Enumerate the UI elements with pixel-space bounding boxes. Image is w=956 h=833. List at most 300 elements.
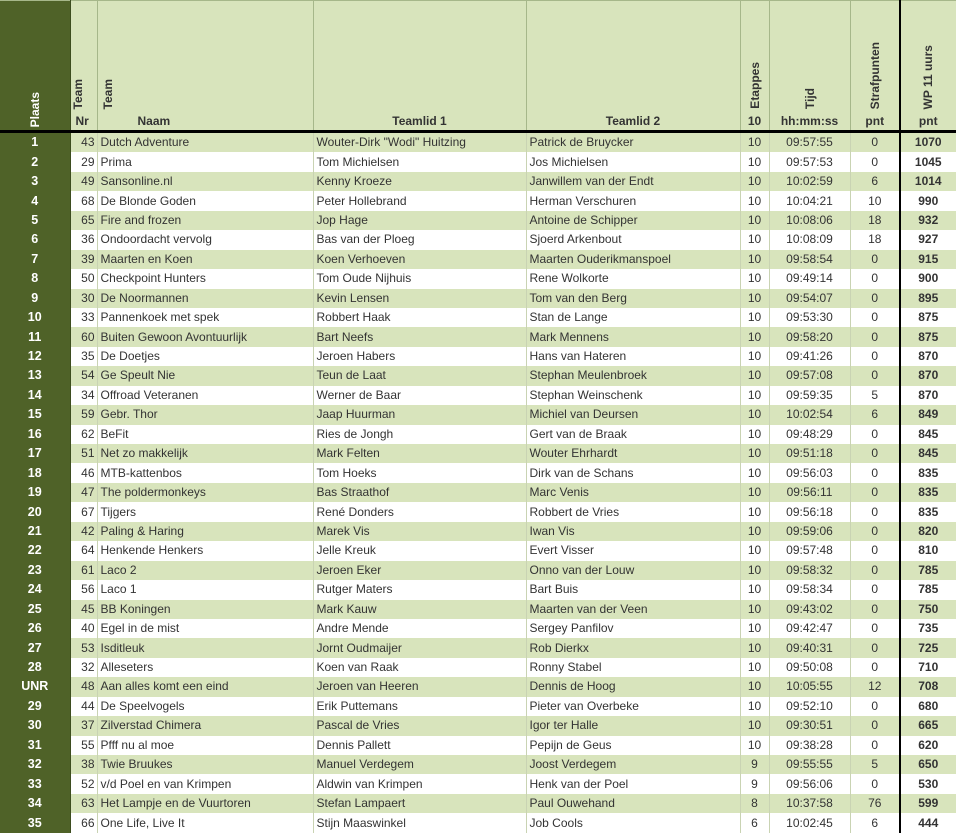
- cell-team-nr: 64: [70, 541, 97, 560]
- cell-team-naam: De Speelvogels: [97, 697, 313, 716]
- cell-etappes: 10: [740, 269, 769, 288]
- cell-strafpunten: 0: [850, 425, 900, 444]
- table-row: [0, 658, 956, 677]
- cell-team-nr: 67: [70, 502, 97, 521]
- cell-wp-punten: 820: [900, 522, 956, 541]
- cell-plaats: 24: [0, 580, 70, 599]
- cell-plaats: 12: [0, 347, 70, 366]
- cell-teamlid1: Jeroen van Heeren: [313, 677, 526, 696]
- cell-strafpunten: 0: [850, 366, 900, 385]
- cell-teamlid1: Mark Kauw: [313, 600, 526, 619]
- cell-plaats: 2: [0, 152, 70, 171]
- cell-plaats: 27: [0, 638, 70, 657]
- header-team-naam: Naam: [97, 112, 313, 132]
- cell-teamlid1: Jop Hage: [313, 211, 526, 230]
- table-row: [0, 483, 956, 502]
- cell-tijd: 09:55:55: [769, 755, 850, 774]
- cell-teamlid1: Jeroen Eker: [313, 561, 526, 580]
- cell-team-naam: Checkpoint Hunters: [97, 269, 313, 288]
- table-row: [0, 425, 956, 444]
- table-row: [0, 600, 956, 619]
- cell-wp-punten: 1014: [900, 172, 956, 191]
- cell-teamlid2: Dirk van de Schans: [526, 463, 740, 482]
- cell-teamlid2: Dennis de Hoog: [526, 677, 740, 696]
- cell-strafpunten: 0: [850, 716, 900, 735]
- cell-strafpunten: 0: [850, 269, 900, 288]
- table-row: [0, 405, 956, 424]
- table-row: [0, 327, 956, 346]
- cell-teamlid1: Jornt Oudmaijer: [313, 638, 526, 657]
- table-row: [0, 191, 956, 210]
- cell-plaats: 11: [0, 327, 70, 346]
- cell-wp-punten: 1045: [900, 152, 956, 171]
- cell-wp-punten: 785: [900, 580, 956, 599]
- cell-etappes: 10: [740, 522, 769, 541]
- cell-strafpunten: 0: [850, 347, 900, 366]
- cell-plaats: 10: [0, 308, 70, 327]
- cell-wp-punten: 725: [900, 638, 956, 657]
- table-row: [0, 502, 956, 521]
- cell-teamlid1: Kenny Kroeze: [313, 172, 526, 191]
- cell-tijd: 10:02:54: [769, 405, 850, 424]
- cell-tijd: 10:08:06: [769, 211, 850, 230]
- cell-tijd: 10:02:59: [769, 172, 850, 191]
- cell-plaats: 23: [0, 561, 70, 580]
- cell-tijd: 09:48:29: [769, 425, 850, 444]
- header-plaats[interactable]: Plaats: [0, 1, 70, 132]
- cell-plaats: 18: [0, 463, 70, 482]
- cell-teamlid1: Tom Hoeks: [313, 463, 526, 482]
- cell-strafpunten: 10: [850, 191, 900, 210]
- cell-tijd: 09:57:55: [769, 132, 850, 153]
- cell-tijd: 09:43:02: [769, 600, 850, 619]
- cell-etappes: 10: [740, 736, 769, 755]
- cell-plaats: 16: [0, 425, 70, 444]
- cell-plaats: 9: [0, 289, 70, 308]
- cell-strafpunten: 6: [850, 813, 900, 832]
- cell-strafpunten: 0: [850, 658, 900, 677]
- cell-teamlid1: Bas van der Ploeg: [313, 230, 526, 249]
- cell-team-naam: Laco 2: [97, 561, 313, 580]
- cell-wp-punten: 810: [900, 541, 956, 560]
- cell-team-nr: 54: [70, 366, 97, 385]
- cell-team-naam: Laco 1: [97, 580, 313, 599]
- table-row: [0, 677, 956, 696]
- table-row: [0, 172, 956, 191]
- cell-team-naam: Isditleuk: [97, 638, 313, 657]
- table-row: [0, 211, 956, 230]
- cell-wp-punten: 750: [900, 600, 956, 619]
- table-row: [0, 366, 956, 385]
- cell-teamlid1: Jaap Huurman: [313, 405, 526, 424]
- cell-strafpunten: 0: [850, 600, 900, 619]
- header-wp-top[interactable]: WP 11 uurs: [900, 1, 956, 113]
- cell-tijd: 09:57:53: [769, 152, 850, 171]
- header-etappes: 10: [740, 112, 769, 132]
- cell-team-naam: BeFit: [97, 425, 313, 444]
- cell-strafpunten: 6: [850, 172, 900, 191]
- table-row: [0, 638, 956, 657]
- cell-teamlid2: Mark Mennens: [526, 327, 740, 346]
- cell-team-naam: Twie Bruukes: [97, 755, 313, 774]
- cell-teamlid2: Iwan Vis: [526, 522, 740, 541]
- cell-teamlid1: Bas Straathof: [313, 483, 526, 502]
- cell-team-naam: Tijgers: [97, 502, 313, 521]
- cell-teamlid1: Pascal de Vries: [313, 716, 526, 735]
- cell-team-nr: 36: [70, 230, 97, 249]
- cell-team-nr: 53: [70, 638, 97, 657]
- header-teamlid1: Teamlid 1: [313, 112, 526, 132]
- cell-strafpunten: 0: [850, 522, 900, 541]
- cell-team-naam: Sansonline.nl: [97, 172, 313, 191]
- table-row: [0, 308, 956, 327]
- cell-etappes: 10: [740, 600, 769, 619]
- cell-teamlid1: Stijn Maaswinkel: [313, 813, 526, 832]
- cell-team-nr: 37: [70, 716, 97, 735]
- cell-team-naam: De Doetjes: [97, 347, 313, 366]
- cell-wp-punten: 845: [900, 425, 956, 444]
- cell-plaats: 34: [0, 794, 70, 813]
- cell-wp-punten: 870: [900, 347, 956, 366]
- cell-wp-punten: 835: [900, 483, 956, 502]
- cell-teamlid2: Jos Michielsen: [526, 152, 740, 171]
- table-row: [0, 794, 956, 813]
- table-row: [0, 561, 956, 580]
- results-body: [0, 132, 956, 833]
- cell-team-naam: Prima: [97, 152, 313, 171]
- cell-team-naam: BB Koningen: [97, 600, 313, 619]
- cell-teamlid2: Rob Dierkx: [526, 638, 740, 657]
- header-straf-top[interactable]: Strafpunten: [850, 1, 900, 113]
- cell-teamlid2: Wouter Ehrhardt: [526, 444, 740, 463]
- cell-tijd: 10:05:55: [769, 677, 850, 696]
- cell-strafpunten: 5: [850, 755, 900, 774]
- cell-wp-punten: 915: [900, 250, 956, 269]
- cell-wp-punten: 735: [900, 619, 956, 638]
- cell-etappes: 10: [740, 463, 769, 482]
- cell-plaats: 25: [0, 600, 70, 619]
- cell-team-naam: De Noormannen: [97, 289, 313, 308]
- cell-teamlid2: Ronny Stabel: [526, 658, 740, 677]
- cell-team-naam: Fire and frozen: [97, 211, 313, 230]
- header-teamlid2: Teamlid 2: [526, 112, 740, 132]
- cell-team-nr: 40: [70, 619, 97, 638]
- table-row: [0, 289, 956, 308]
- cell-team-nr: 56: [70, 580, 97, 599]
- cell-team-nr: 48: [70, 677, 97, 696]
- cell-strafpunten: 0: [850, 774, 900, 793]
- cell-plaats: 7: [0, 250, 70, 269]
- cell-tijd: 09:56:06: [769, 774, 850, 793]
- cell-plaats: 22: [0, 541, 70, 560]
- cell-team-naam: Ondoordacht vervolg: [97, 230, 313, 249]
- cell-etappes: 10: [740, 697, 769, 716]
- cell-team-nr: 61: [70, 561, 97, 580]
- cell-team-naam: Pfff nu al moe: [97, 736, 313, 755]
- cell-strafpunten: 0: [850, 463, 900, 482]
- cell-tijd: 09:56:03: [769, 463, 850, 482]
- cell-teamlid1: Stefan Lampaert: [313, 794, 526, 813]
- cell-etappes: 10: [740, 289, 769, 308]
- cell-tijd: 10:02:45: [769, 813, 850, 832]
- cell-etappes: 10: [740, 211, 769, 230]
- cell-plaats: UNR: [0, 677, 70, 696]
- cell-team-naam: Net zo makkelijk: [97, 444, 313, 463]
- header-wp: pnt: [900, 112, 956, 132]
- cell-strafpunten: 0: [850, 152, 900, 171]
- cell-teamlid1: Andre Mende: [313, 619, 526, 638]
- cell-team-nr: 39: [70, 250, 97, 269]
- cell-plaats: 1: [0, 132, 70, 153]
- header-straf: pnt: [850, 112, 900, 132]
- cell-team-nr: 49: [70, 172, 97, 191]
- cell-teamlid1: Bart Neefs: [313, 327, 526, 346]
- cell-wp-punten: 900: [900, 269, 956, 288]
- cell-strafpunten: 18: [850, 211, 900, 230]
- cell-tijd: 09:58:34: [769, 580, 850, 599]
- cell-etappes: 10: [740, 541, 769, 560]
- cell-tijd: 09:58:20: [769, 327, 850, 346]
- cell-team-naam: Maarten en Koen: [97, 250, 313, 269]
- cell-tijd: 09:41:26: [769, 347, 850, 366]
- cell-team-nr: 59: [70, 405, 97, 424]
- header-teamlid2-top: [526, 1, 740, 113]
- cell-strafpunten: 0: [850, 444, 900, 463]
- cell-team-naam: MTB-kattenbos: [97, 463, 313, 482]
- table-row: [0, 541, 956, 560]
- cell-etappes: 10: [740, 444, 769, 463]
- cell-plaats: 17: [0, 444, 70, 463]
- cell-etappes: 10: [740, 132, 769, 153]
- cell-teamlid1: Erik Puttemans: [313, 697, 526, 716]
- cell-team-nr: 47: [70, 483, 97, 502]
- header-etappes-top[interactable]: Etappes: [740, 1, 769, 113]
- cell-team-nr: 63: [70, 794, 97, 813]
- cell-plaats: 21: [0, 522, 70, 541]
- cell-teamlid2: Herman Verschuren: [526, 191, 740, 210]
- header-tijd: hh:mm:ss: [769, 112, 850, 132]
- cell-strafpunten: 0: [850, 638, 900, 657]
- cell-teamlid2: Stan de Lange: [526, 308, 740, 327]
- cell-teamlid2: Paul Ouwehand: [526, 794, 740, 813]
- table-row: [0, 755, 956, 774]
- cell-teamlid1: Teun de Laat: [313, 366, 526, 385]
- cell-tijd: 09:58:54: [769, 250, 850, 269]
- cell-tijd: 09:52:10: [769, 697, 850, 716]
- cell-team-nr: 42: [70, 522, 97, 541]
- cell-tijd: 09:30:51: [769, 716, 850, 735]
- cell-plaats: 26: [0, 619, 70, 638]
- cell-wp-punten: 710: [900, 658, 956, 677]
- cell-strafpunten: 0: [850, 308, 900, 327]
- cell-tijd: 10:04:21: [769, 191, 850, 210]
- cell-plaats: 3: [0, 172, 70, 191]
- cell-wp-punten: 1070: [900, 132, 956, 153]
- cell-strafpunten: 0: [850, 132, 900, 153]
- cell-team-nr: 33: [70, 308, 97, 327]
- cell-plaats: 6: [0, 230, 70, 249]
- cell-wp-punten: 708: [900, 677, 956, 696]
- cell-team-naam: De Blonde Goden: [97, 191, 313, 210]
- cell-strafpunten: 0: [850, 502, 900, 521]
- cell-tijd: 09:38:28: [769, 736, 850, 755]
- cell-wp-punten: 665: [900, 716, 956, 735]
- cell-teamlid2: Rene Wolkorte: [526, 269, 740, 288]
- cell-etappes: 10: [740, 230, 769, 249]
- cell-wp-punten: 530: [900, 774, 956, 793]
- cell-teamlid2: Marc Venis: [526, 483, 740, 502]
- cell-teamlid1: Tom Oude Nijhuis: [313, 269, 526, 288]
- cell-teamlid2: Onno van der Louw: [526, 561, 740, 580]
- cell-wp-punten: 932: [900, 211, 956, 230]
- cell-team-naam: Ge Speult Nie: [97, 366, 313, 385]
- cell-tijd: 09:50:08: [769, 658, 850, 677]
- cell-strafpunten: 0: [850, 736, 900, 755]
- cell-wp-punten: 845: [900, 444, 956, 463]
- cell-etappes: 10: [740, 327, 769, 346]
- cell-wp-punten: 785: [900, 561, 956, 580]
- cell-team-naam: v/d Poel en van Krimpen: [97, 774, 313, 793]
- cell-plaats: 29: [0, 697, 70, 716]
- cell-etappes: 10: [740, 677, 769, 696]
- header-team-naam-top[interactable]: Team: [97, 1, 313, 113]
- cell-tijd: 09:59:06: [769, 522, 850, 541]
- cell-team-nr: 60: [70, 327, 97, 346]
- table-row: [0, 386, 956, 405]
- cell-teamlid1: Tom Michielsen: [313, 152, 526, 171]
- header-team-nr-top[interactable]: Team: [70, 1, 97, 113]
- cell-teamlid1: Ries de Jongh: [313, 425, 526, 444]
- cell-etappes: 10: [740, 658, 769, 677]
- cell-team-naam: Henkende Henkers: [97, 541, 313, 560]
- cell-teamlid1: Wouter-Dirk "Wodi" Huitzing: [313, 132, 526, 153]
- cell-etappes: 10: [740, 308, 769, 327]
- cell-plaats: 32: [0, 755, 70, 774]
- table-row: [0, 716, 956, 735]
- cell-team-naam: Aan alles komt een eind: [97, 677, 313, 696]
- cell-team-naam: One Life, Live It: [97, 813, 313, 832]
- cell-teamlid1: Mark Felten: [313, 444, 526, 463]
- cell-wp-punten: 835: [900, 463, 956, 482]
- cell-strafpunten: 0: [850, 541, 900, 560]
- cell-team-nr: 34: [70, 386, 97, 405]
- table-row: [0, 152, 956, 171]
- cell-teamlid1: Manuel Verdegem: [313, 755, 526, 774]
- cell-team-nr: 50: [70, 269, 97, 288]
- table-row: [0, 444, 956, 463]
- cell-plaats: 13: [0, 366, 70, 385]
- cell-team-naam: Het Lampje en de Vuurtoren: [97, 794, 313, 813]
- cell-etappes: 10: [740, 172, 769, 191]
- table-row: [0, 269, 956, 288]
- cell-plaats: 5: [0, 211, 70, 230]
- cell-plaats: 15: [0, 405, 70, 424]
- cell-team-naam: Buiten Gewoon Avontuurlijk: [97, 327, 313, 346]
- cell-wp-punten: 835: [900, 502, 956, 521]
- cell-etappes: 6: [740, 813, 769, 832]
- cell-plaats: 19: [0, 483, 70, 502]
- cell-strafpunten: 12: [850, 677, 900, 696]
- cell-strafpunten: 0: [850, 580, 900, 599]
- table-row: [0, 230, 956, 249]
- cell-tijd: 09:57:08: [769, 366, 850, 385]
- cell-etappes: 10: [740, 638, 769, 657]
- cell-team-naam: Offroad Veteranen: [97, 386, 313, 405]
- table-row: [0, 132, 956, 153]
- cell-team-nr: 38: [70, 755, 97, 774]
- cell-tijd: 09:40:31: [769, 638, 850, 657]
- cell-team-naam: The poldermonkeys: [97, 483, 313, 502]
- cell-wp-punten: 599: [900, 794, 956, 813]
- cell-etappes: 10: [740, 425, 769, 444]
- cell-etappes: 10: [740, 483, 769, 502]
- cell-teamlid1: Jelle Kreuk: [313, 541, 526, 560]
- cell-team-naam: Alleseters: [97, 658, 313, 677]
- cell-strafpunten: 0: [850, 327, 900, 346]
- cell-etappes: 10: [740, 580, 769, 599]
- cell-teamlid2: Stephan Weinschenk: [526, 386, 740, 405]
- cell-tijd: 09:42:47: [769, 619, 850, 638]
- table-row: [0, 697, 956, 716]
- cell-teamlid2: Bart Buis: [526, 580, 740, 599]
- table-row: [0, 813, 956, 832]
- cell-teamlid2: Pepijn de Geus: [526, 736, 740, 755]
- cell-teamlid2: Job Cools: [526, 813, 740, 832]
- cell-teamlid1: Kevin Lensen: [313, 289, 526, 308]
- cell-tijd: 09:56:18: [769, 502, 850, 521]
- cell-etappes: 10: [740, 386, 769, 405]
- cell-etappes: 10: [740, 366, 769, 385]
- table-row: [0, 463, 956, 482]
- cell-etappes: 9: [740, 774, 769, 793]
- cell-teamlid2: Maarten van der Veen: [526, 600, 740, 619]
- cell-team-nr: 45: [70, 600, 97, 619]
- cell-team-nr: 46: [70, 463, 97, 482]
- cell-etappes: 10: [740, 152, 769, 171]
- cell-strafpunten: 0: [850, 619, 900, 638]
- cell-plaats: 31: [0, 736, 70, 755]
- cell-team-nr: 65: [70, 211, 97, 230]
- cell-plaats: 20: [0, 502, 70, 521]
- cell-plaats: 33: [0, 774, 70, 793]
- cell-teamlid1: Jeroen Habers: [313, 347, 526, 366]
- cell-strafpunten: 5: [850, 386, 900, 405]
- table-row: [0, 619, 956, 638]
- cell-teamlid2: Sergey Panfilov: [526, 619, 740, 638]
- cell-team-nr: 30: [70, 289, 97, 308]
- header-tijd-top[interactable]: Tijd: [769, 1, 850, 113]
- cell-etappes: 9: [740, 755, 769, 774]
- table-row: [0, 580, 956, 599]
- cell-team-nr: 55: [70, 736, 97, 755]
- cell-tijd: 09:58:32: [769, 561, 850, 580]
- cell-etappes: 10: [740, 619, 769, 638]
- cell-etappes: 10: [740, 250, 769, 269]
- cell-teamlid2: Gert van de Braak: [526, 425, 740, 444]
- cell-teamlid2: Igor ter Halle: [526, 716, 740, 735]
- cell-strafpunten: 18: [850, 230, 900, 249]
- cell-teamlid1: Marek Vis: [313, 522, 526, 541]
- cell-tijd: 09:59:35: [769, 386, 850, 405]
- cell-etappes: 10: [740, 191, 769, 210]
- cell-strafpunten: 0: [850, 250, 900, 269]
- header-teamlid1-top: [313, 1, 526, 113]
- cell-team-naam: Paling & Haring: [97, 522, 313, 541]
- cell-etappes: 10: [740, 347, 769, 366]
- cell-teamlid2: Janwillem van der Endt: [526, 172, 740, 191]
- cell-teamlid1: Rutger Maters: [313, 580, 526, 599]
- cell-wp-punten: 620: [900, 736, 956, 755]
